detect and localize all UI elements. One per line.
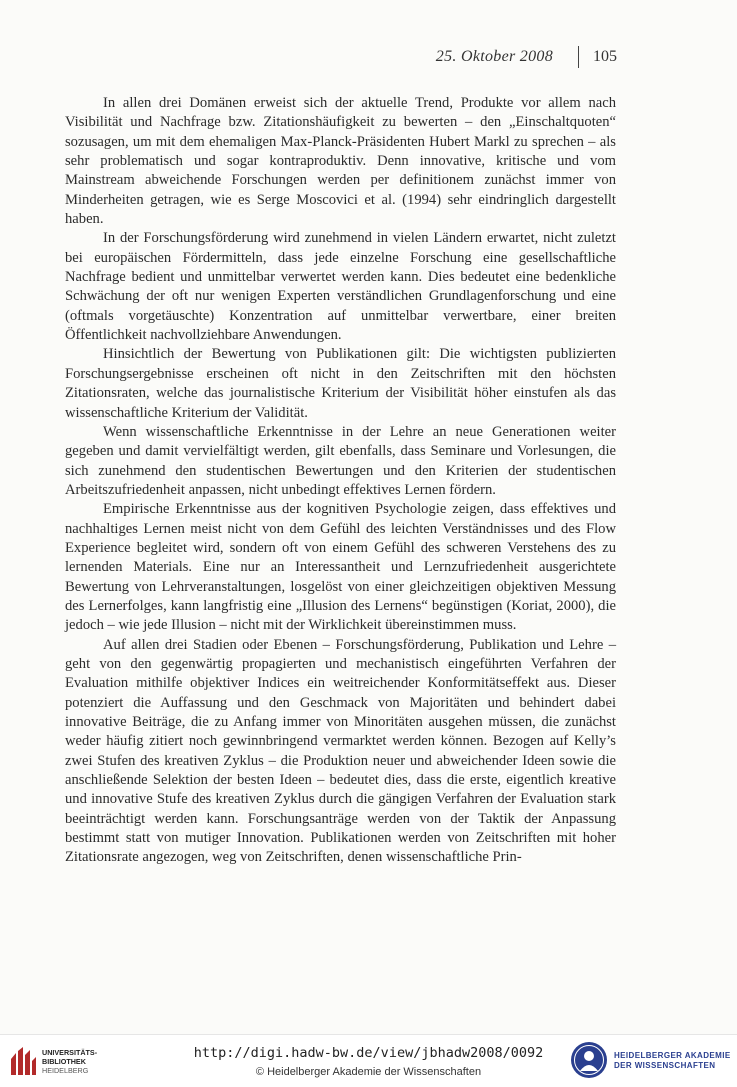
library-logo-line2: BIBLIOTHEK bbox=[42, 1057, 86, 1066]
academy-logo-line1: HEIDELBERGER AKADEMIE bbox=[614, 1051, 731, 1060]
paragraph-1: In allen drei Domänen erweist sich der aktuelle Trend, Produkte vor allem nach Visibilität und Nachfrage bzw. Zitationshäufigkeit zu bewerten – den „Einschaltquoten“ sozusagen, um mit dem ehemaligen Max-Planck-Präsidenten Hubert Markl zu sprechen – als sehr problematisch und sogar kontraproduktiv. Denn innovative, kritische und vom Mainstream abweichende Forschungen werden per definitionem zunächst immer von Minderheiten getragen, wie es Serge Moscovici et al. (1994) sehr eindringlich dargestellt haben. bbox=[65, 95, 616, 228]
library-logo-line3: HEIDELBERG bbox=[42, 1066, 89, 1075]
paragraph-3: Hinsichtlich der Bewertung von Publikationen gilt: Die wichtigsten publizierten Forschungsergebnisse erscheinen oft nicht in den Zeitschriften mit den höchsten Zitationsraten, welche das journalistische Kriterium der Visibilität höher einstufen als das wissenschaftliche Kriterium der Validität. bbox=[65, 346, 616, 421]
header-divider bbox=[578, 46, 579, 68]
academy-logo[interactable] bbox=[570, 1039, 735, 1083]
page-number: 105 bbox=[593, 48, 617, 65]
library-logo-line1: UNIVERSITÄTS- bbox=[42, 1048, 98, 1057]
header-date: 25. Oktober 2008 bbox=[435, 48, 553, 65]
body-text bbox=[65, 94, 616, 868]
academy-seal-icon bbox=[570, 1041, 608, 1079]
paragraph-2: In der Forschungsförderung wird zunehmend in vielen Ländern erwartet, nicht zuletzt bei europäischen Fördermitteln, dass jede einzelne Forschung eine gesellschaftliche Nachfrage bedient und unmittelbar verwertet werden kann. Dies bedeutet eine bedenkliche Schwächung der oft nur wenigen Experten verständlichen Grundlagenforschung und eine (oftmals vorgetäuschte) Konzentration auf unmittelbar verwertbare, einer breiten Öffentlichkeit nachvollziehbare Anwendungen. bbox=[65, 230, 616, 344]
paragraph-4: Wenn wissenschaftliche Erkenntnisse in der Lehre an neue Generationen weiter gegeben und damit vervielfältigt werden, gilt ebenfalls, dass Seminare und Vorlesungen, die sich zunehmend den studentischen Bewertungen und den Kriterien der studentischen Arbeitszufriedenheit anpassen, nicht unbedingt effektives Lernen fördern. bbox=[65, 423, 616, 498]
copyright-notice: © Heidelberger Akademie der Wissenschaften bbox=[255, 1066, 482, 1078]
paragraph-5: Empirische Erkenntnisse aus der kognitiven Psychologie zeigen, dass effektives und nachhaltiges Lernen meist nicht von dem Gefühl des leichten Verständnisses und des Flow Experience begleitet wird, sondern oft von einem Gefühl des schweren Verstehens des zu lernenden Materials. Eine nur an Interessantheit und Lernzufriedenheit ausgerichtete Bewertung von Lehrveranstaltungen, losgelöst von einer gleichzeitigen objektiven Messung des Lernerfolges, kann langfristig eine „Illusion des Lernens“ begünstigen (Koriat, 2000), die jedoch – wie jede Illusion – nicht mit der Wirklichkeit übereinstimmen muss. bbox=[65, 501, 616, 634]
viewer-footer bbox=[0, 1034, 737, 1087]
paragraph-6: Auf allen drei Stadien oder Ebenen – Forschungsförderung, Publikation und Lehre – geht von den gegenwärtig propagierten und mechanistisch eingeführten Verfahren der Evaluation mithilfe objektiver Indices ein weitreichender Konformitätseffekt aus. Dieser potenziert die Auffassung und den Geschmack von Majoritäten und behindert dabei innovative Beiträge, die zu Anfang immer von Minoritäten ausgehen müssen, die zunächst weder häufig zitiert noch gewinnbringend vermarktet werden können. Bezogen auf Kelly’s zwei Stufen des kreativen Zyklus – die Produktion neuer und abweichender Ideen sowie die anschließende Selektion der besten Ideen – bedeutet dies, dass die erste, eigentlich kreative und innovative Stufe des kreativen Zyklus durch die gängigen Verfahren der Evaluation stark beeinträchtigt werden kann. Forschungsanträge werden von der Taktik der Anpassung bestimmt statt von mutiger Innovation. Publikationen werden von Zeitschriften mit hoher Zitationsrate angezogen, weg von Zeitschriften, denen wissenschaftliche Prin- bbox=[65, 636, 616, 866]
academy-logo-text bbox=[614, 1051, 731, 1071]
permalink-url[interactable]: http://digi.hadw-bw.de/view/jbhadw2008/0092 bbox=[193, 1045, 544, 1061]
running-header bbox=[0, 46, 737, 72]
academy-logo-line2: DER WISSENSCHAFTEN bbox=[614, 1061, 716, 1070]
